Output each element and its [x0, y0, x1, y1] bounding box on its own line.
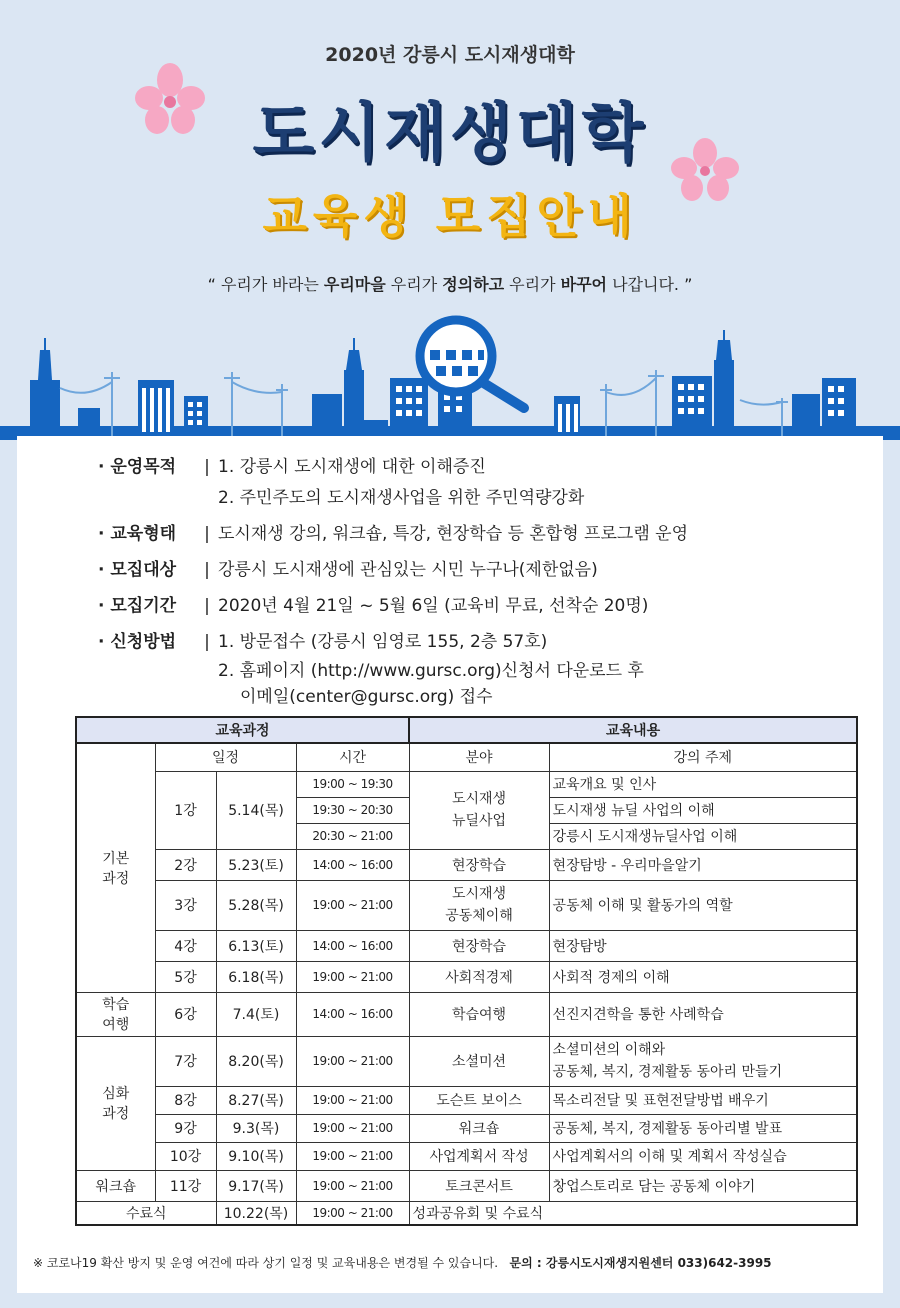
info-target: · 모집대상 | 강릉시 도시재생에 관심있는 시민 누구나(제한없음)	[98, 560, 598, 580]
table-row: 5강 6.18(목) 19:00 ~ 21:00 사회적경제 사회적 경제의 이해	[76, 961, 857, 992]
info-format: · 교육형태 | 도시재생 강의, 워크숍, 특강, 현장학습 등 혼합형 프로그램 운영	[98, 524, 688, 544]
table-group-header	[76, 717, 857, 743]
course-workshop: 워크숍	[76, 1170, 155, 1201]
course-advanced: 심화 과정	[76, 1036, 155, 1170]
table-row: 4강 6.13(토) 14:00 ~ 16:00 현장학습 현장탐방	[76, 930, 857, 961]
curriculum-table	[75, 716, 858, 1226]
col-schedule: 일정	[155, 743, 296, 771]
course-basic: 기본 과정	[76, 743, 155, 992]
col-topic: 강의 주제	[549, 743, 857, 771]
table-row: 19:30 ~ 20:30 도시재생 뉴딜 사업의 이해	[76, 797, 857, 823]
table-row: 심화 과정 7강 8.20(목) 19:00 ~ 21:00 소셜미션 소셜미션의 이해와 공동체, 복지, 경제활동 동아리 만들기	[76, 1036, 857, 1086]
recruit-title: 교육생 모집안내	[262, 189, 638, 243]
table-row: 8강 8.27(목) 19:00 ~ 21:00 도슨트 보이스 목소리전달 및 표현전달방법 배우기	[76, 1086, 857, 1114]
course-trip: 학습 여행	[76, 992, 155, 1036]
table-row: 수료식 10.22(목) 19:00 ~ 21:00 성과공유회 및 수료식	[76, 1201, 857, 1225]
notice-text: ※ 코로나19 확산 방지 및 운영 여건에 따라 상기 일정 및 교육내용은 변경될 수 있습니다.	[33, 1256, 499, 1270]
event-subtitle: 2020년 강릉시 도시재생대학	[325, 44, 575, 66]
table-row: 20:30 ~ 21:00 강릉시 도시재생뉴딜사업 이해	[76, 823, 857, 849]
col-time: 시간	[296, 743, 409, 771]
table-column-header	[76, 743, 857, 771]
city-skyline-illustration	[0, 310, 900, 440]
info-purpose: · 운영목적 | 1. 강릉시 도시재생에 대한 이해증진 2. 주민주도의 도시재생사업을 위한 주민역량강화	[98, 457, 585, 508]
table-row: 3강 5.28(목) 19:00 ~ 21:00 도시재생 공동체이해 공동체 이해 및 활동가의 역할	[76, 880, 857, 930]
info-apply: · 신청방법 | 1. 방문접수 (강릉시 임영로 155, 2층 57호) 2. 홈페이지 (http://www.gursc.org)신청서 다운로드 후 이메일(center@gursc.org) 접수	[98, 632, 644, 707]
table-row: 2강 5.23(토) 14:00 ~ 16:00 현장학습 현장탐방 - 우리마을알기	[76, 849, 857, 880]
group-header-content: 교육내용	[409, 717, 857, 743]
info-period: · 모집기간 | 2020년 4월 21일 ~ 5월 6일 (교육비 무료, 선착순 20명)	[98, 596, 649, 616]
table-row: 9강 9.3(목) 19:00 ~ 21:00 워크숍 공동체, 복지, 경제활동 동아리별 발표	[76, 1114, 857, 1142]
main-title: 도시재생대학	[252, 97, 648, 171]
course-completion: 수료식	[76, 1201, 216, 1225]
table-row: 10강 9.10(목) 19:00 ~ 21:00 사업계획서 작성 사업계획서의 이해 및 계획서 작성실습	[76, 1142, 857, 1170]
contact-text: 문의 : 강릉시도시재생지원센터 033)642-3995	[509, 1256, 772, 1270]
table-row: 워크숍 11강 9.17(목) 19:00 ~ 21:00 토크콘서트 창업스토리로 담는 공동체 이야기	[76, 1170, 857, 1201]
group-header-course: 교육과정	[76, 717, 409, 743]
info-section	[98, 452, 858, 710]
slogan: “ 우리가 바라는 우리마을 우리가 정의하고 우리가 바꾸어 나갑니다. ”	[207, 275, 693, 294]
footer-note	[33, 1254, 873, 1271]
col-field: 분야	[409, 743, 549, 771]
table-row: 1강 5.14(목) 19:00 ~ 19:30 도시재생 뉴딜사업 교육개요 및 인사	[76, 771, 857, 797]
table-row: 학습 여행 6강 7.4(토) 14:00 ~ 16:00 학습여행 선진지견학을 통한 사례학습	[76, 992, 857, 1036]
